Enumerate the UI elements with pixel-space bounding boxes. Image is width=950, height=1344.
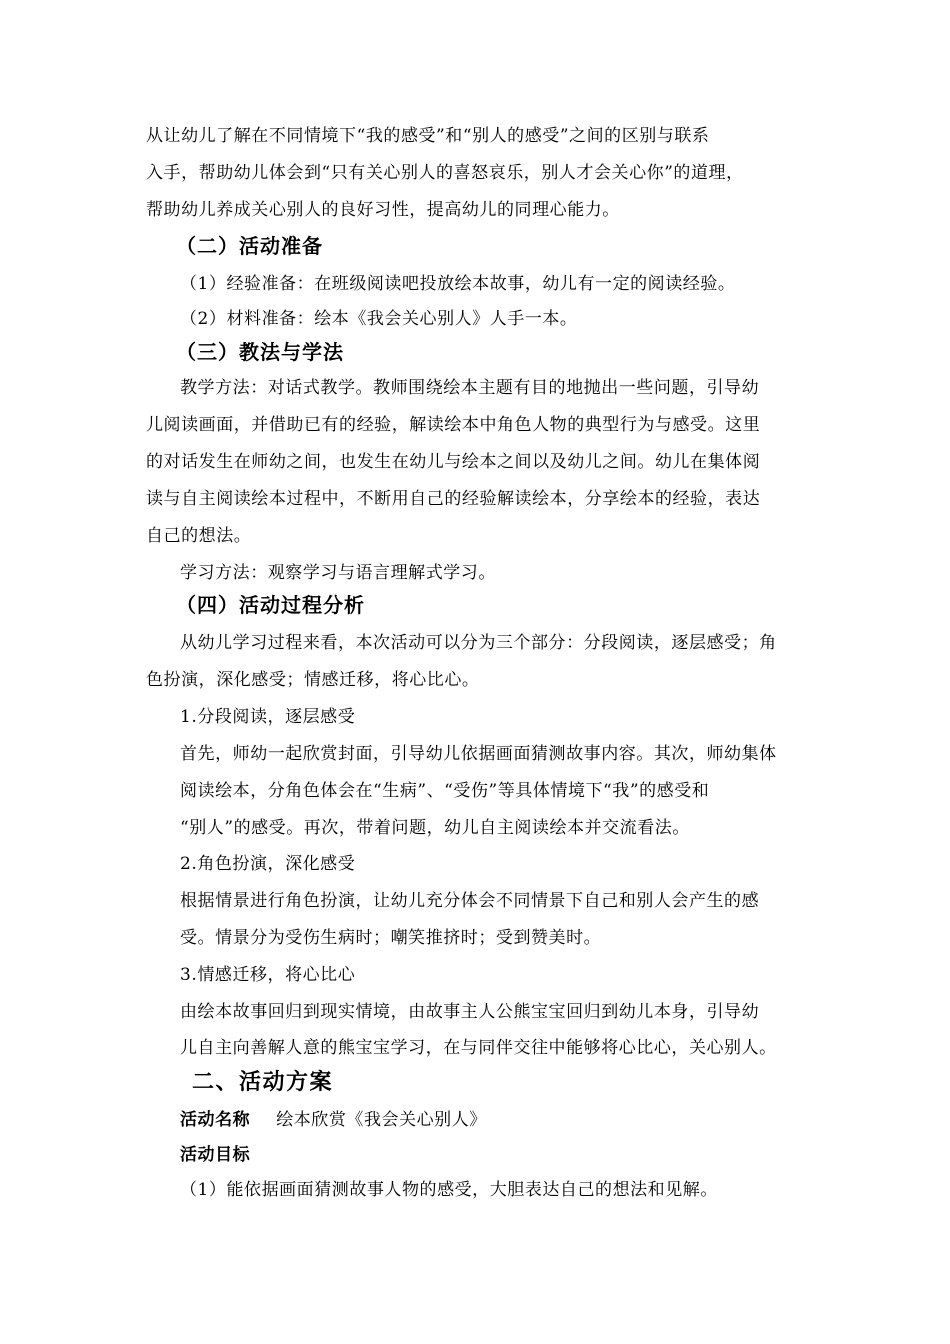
section-heading-methods: （三）教法与学法 — [176, 340, 344, 364]
process-part-line: 首先，师幼一起欣赏封面，引导幼儿依据画面猜测故事内容。其次，师幼集体 — [180, 744, 777, 764]
process-part-line: 根据情景进行角色扮演，让幼儿充分体会不同情景下自己和别人会产生的感 — [180, 891, 760, 911]
learning-method: 学习方法：观察学习与语言理解式学习。 — [180, 563, 496, 583]
process-part-title: 1.分段阅读，逐层感受 — [180, 707, 356, 727]
teaching-method-line: 自己的想法。 — [146, 526, 252, 546]
process-part-line: “别人”的感受。再次，带着问题，幼儿自主阅读绘本并交流看法。 — [180, 818, 690, 838]
teaching-method-line: 读与自主阅读绘本过程中，不断用自己的经验解读绘本，分享绘本的经验，表达 — [146, 489, 761, 509]
intro-line: 帮助幼儿养成关心别人的良好习性，提高幼儿的同理心能力。 — [146, 200, 620, 220]
activity-name-row — [180, 1108, 487, 1132]
intro-line: 从让幼儿了解在不同情境下“我的感受”和“别人的感受”之间的区别与联系 — [146, 126, 710, 146]
teaching-method-line: 的对话发生在师幼之间，也发生在幼儿与绘本之间以及幼儿之间。幼儿在集体阅 — [146, 452, 761, 472]
preparation-item: （1）经验准备：在班级阅读吧投放绘本故事，幼儿有一定的阅读经验。 — [180, 274, 736, 294]
process-intro-line: 色扮演，深化感受；情感迁移，将心比心。 — [146, 670, 480, 690]
process-part-title: 2.角色扮演，深化感受 — [180, 854, 356, 874]
process-part-line: 儿自主向善解人意的熊宝宝学习，在与同伴交往中能够将心比心，关心别人。 — [180, 1038, 777, 1058]
process-part-line: 受。情景分为受伤生病时；嘲笑推挤时；受到赞美时。 — [180, 928, 602, 948]
section-heading-preparation: （二）活动准备 — [176, 234, 323, 258]
process-intro-line: 从幼儿学习过程来看，本次活动可以分为三个部分：分段阅读，逐层感受；角 — [180, 633, 777, 653]
process-part-line: 由绘本故事回归到现实情境，由故事主人公熊宝宝回归到幼儿本身，引导幼 — [180, 1002, 760, 1022]
activity-name-value: 绘本欣赏《我会关心别人》 — [276, 1110, 487, 1130]
activity-goal-item: （1）能依据画面猜测故事人物的感受，大胆表达自己的想法和见解。 — [180, 1180, 718, 1200]
process-part-title: 3.情感迁移，将心比心 — [180, 965, 356, 985]
teaching-method-line: 儿阅读画面，并借助已有的经验，解读绘本中角色人物的典型行为与感受。这里 — [146, 415, 761, 435]
process-part-line: 阅读绘本，分角色体会在“生病”、“受伤”等具体情境下“我”的感受和 — [180, 781, 710, 801]
teaching-method-line: 教学方法：对话式教学。教师围绕绘本主题有目的地抛出一些问题，引导幼 — [180, 378, 760, 398]
section-heading-process: （四）活动过程分析 — [176, 593, 365, 617]
activity-name-label: 活动名称 — [180, 1110, 251, 1130]
preparation-item: （2）材料准备：绘本《我会关心别人》人手一本。 — [180, 309, 578, 329]
section-heading-plan: 二、活动方案 — [192, 1070, 334, 1095]
intro-line: 入手，帮助幼儿体会到“只有关心别人的喜怒哀乐，别人才会关心你”的道理， — [146, 163, 744, 183]
activity-goal-label: 活动目标 — [180, 1145, 251, 1165]
